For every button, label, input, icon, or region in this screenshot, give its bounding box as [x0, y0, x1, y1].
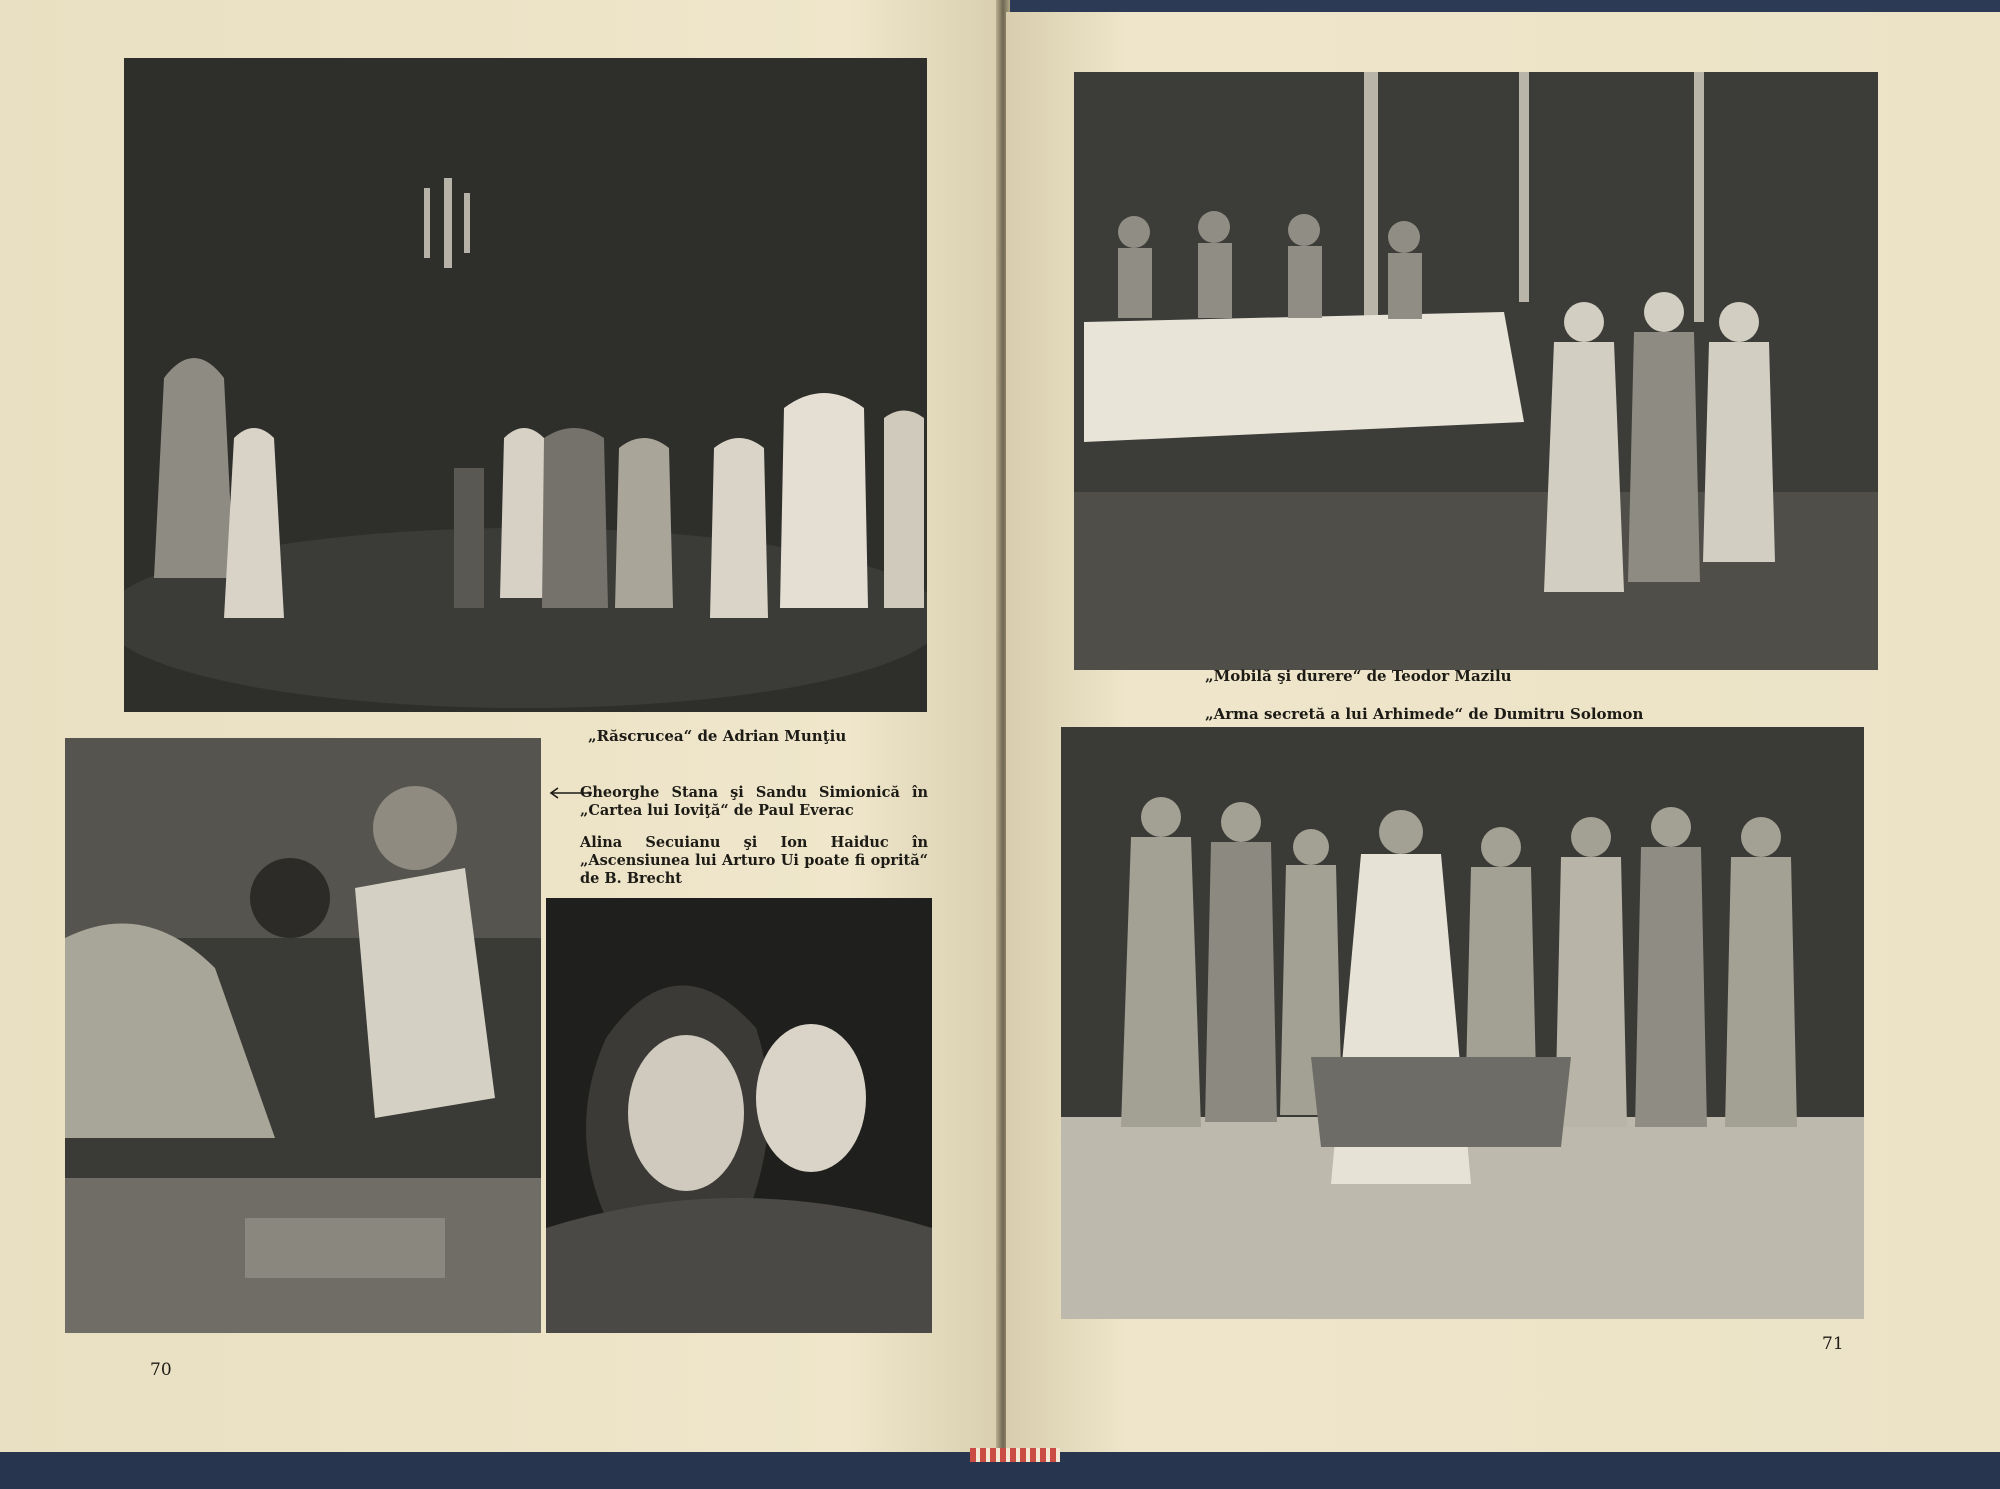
caption-mobila-si-durere: „Mobilă şi durere“ de Teodor Mazilu	[1205, 667, 1512, 685]
page-number-right: 71	[1822, 1334, 1844, 1354]
left-page	[0, 0, 1000, 1455]
photo-cartea-lui-iovita	[65, 738, 541, 1333]
caption-ascensiunea-lui-arturo-ui: Alina Secuianu şi Ion Haiduc în „Ascensiunea lui Arturo Ui poate fi oprită“ de B. Brecht	[580, 834, 928, 888]
right-page	[1006, 12, 2000, 1452]
bookmark-ribbon	[970, 1448, 1060, 1462]
caption-cartea-lui-iovita: Gheorghe Stana şi Sandu Simionică în „Cartea lui Ioviţă“ de Paul Everac	[580, 784, 928, 820]
page-number-left: 70	[150, 1360, 172, 1380]
photo-mobila-si-durere	[1074, 72, 1878, 670]
photo-rascrucea	[124, 58, 927, 712]
caption-rascrucea: „Răscrucea“ de Adrian Munţiu	[588, 727, 847, 745]
photo-arma-secreta-a-lui-arhimede	[1061, 727, 1864, 1319]
caption-arma-secreta-a-lui-arhimede: „Arma secretă a lui Arhimede“ de Dumitru Solomon	[1205, 705, 1644, 723]
photo-ascensiunea-lui-arturo-ui	[546, 898, 932, 1333]
